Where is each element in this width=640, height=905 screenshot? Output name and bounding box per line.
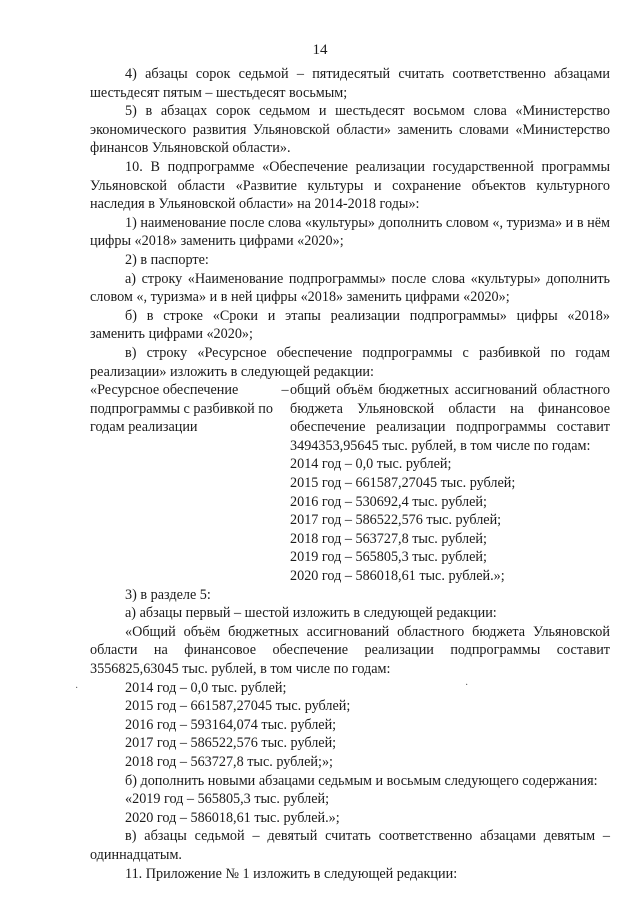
section5-sub-b: б) дополнить новыми абзацами седьмым и восьмым следующего содержания: [125, 772, 598, 789]
paragraph-item-1: 1) наименование после слова «культуры» дополнить словом «, туризма» и в нём цифры «2018» заменить цифрами «2020»; [90, 214, 610, 250]
table-year-line: 2017 год – 586522,576 тыс. рублей; [290, 512, 502, 529]
table-left-label: «Ресурсное обеспечение подпрограммы с разбивкой по годам реализации [90, 382, 273, 436]
table-right-cell [290, 381, 610, 586]
scan-speck: · [75, 683, 79, 694]
table-year-line: 2019 год – 565805,3 тыс. рублей; [290, 549, 487, 566]
paragraph-section-11: 11. Приложение № 1 изложить в следующей редакции: [125, 865, 458, 882]
paragraph-section-10: 10. В подпрограмме «Обеспечение реализации государственной программы Ульяновской области «Развитие культуры и сохранение объектов культурного наследия в Ульяновской области» на 2014-2018 годы»: [90, 158, 610, 213]
section5-year-line: 2018 год – 563727,8 тыс. рублей;»; [125, 753, 333, 770]
paragraph-item-2b: б) в строке «Сроки и этапы реализации подпрограммы» цифры «2018» заменить цифрами «2020»; [90, 307, 610, 343]
table-year-line: 2020 год – 586018,61 тыс. рублей.»; [290, 568, 505, 585]
section5-sub-a: а) абзацы первый – шестой изложить в следующей редакции: [125, 605, 497, 622]
section5-year-line: 2015 год – 661587,27045 тыс. рублей; [125, 698, 351, 715]
table-year-line: 2015 год – 661587,27045 тыс. рублей; [290, 475, 516, 492]
section5-year-line: 2016 год – 593164,074 тыс. рублей; [125, 716, 337, 733]
paragraph-item-5: 5) в абзацах сорок седьмом и шестьдесят восьмом слова «Министерство экономического развития Ульяновской области» заменить словами «Министерство финансов Ульяновской области». [90, 103, 610, 157]
paragraph-item-4: 4) абзацы сорок седьмой – пятидесятый считать соответственно абзацами шестьдесят пятым – шестьдесят восьмым; [90, 66, 610, 101]
page-number: 14 [312, 42, 328, 58]
section5-heading: 3) в разделе 5: [125, 586, 211, 603]
paragraph-item-2c: в) строку «Ресурсное обеспечение подпрограммы с разбивкой по годам реализации» изложить в следующей редакции: [90, 344, 610, 380]
section5-sub-c: в) абзацы седьмой – девятый считать соответственно абзацами девятым – одиннадцатым. [90, 828, 610, 863]
section5-new-year-line: «2019 год – 565805,3 тыс. рублей; [125, 791, 330, 808]
table-right-text: общий объём бюджетных ассигнований областного бюджета Ульяновской области на финансовое обеспечение реализации подпрограммы составит 3494353,95645 тыс. рублей, в том числе по годам: [290, 382, 610, 454]
document-body [90, 65, 610, 883]
table-year-line: 2018 год – 563727,8 тыс. рублей; [290, 530, 487, 547]
resource-table [90, 381, 610, 586]
section5-quote: «Общий объём бюджетных ассигнований областного бюджета Ульяновской области на финансовое обеспечение реализации подпрограммы составит 3556825,63045 тыс. рублей, в том числе по годам: [90, 623, 610, 677]
scan-speck: · [465, 680, 469, 691]
table-year-line: 2014 год – 0,0 тыс. рублей; [290, 456, 452, 473]
section5-year-line: 2014 год – 0,0 тыс. рублей; [125, 679, 287, 696]
paragraph-item-2: 2) в паспорте: [125, 251, 209, 268]
table-dash: – [281, 382, 289, 399]
section5-year-line: 2017 год – 586522,576 тыс. рублей; [125, 735, 337, 752]
paragraph-item-2a: а) строку «Наименование подпрограммы» после слова «культуры» дополнить словом «, туризма» и в ней цифры «2018» заменить цифрами «2020»; [90, 270, 610, 306]
table-year-line: 2016 год – 530692,4 тыс. рублей; [290, 493, 487, 510]
section5-new-year-line: 2020 год – 586018,61 тыс. рублей.»; [125, 809, 340, 826]
